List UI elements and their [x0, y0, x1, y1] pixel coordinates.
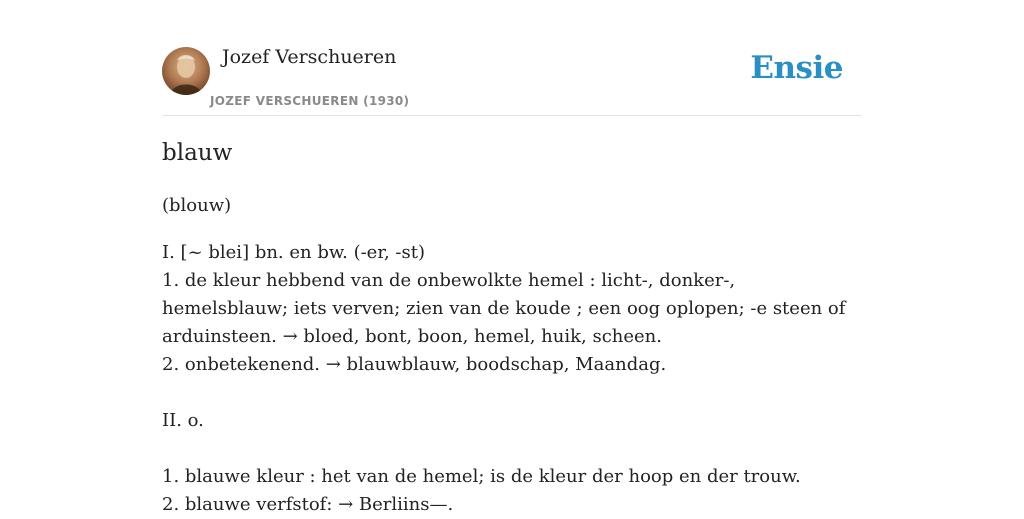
entry-line: 1. de kleur hebbend van de onbewolkte hemel : licht-, donker-, hemelsblauw; iets verven; zien van de koude ; een oog oplopen; -e steen of arduinsteen. → bloed, bont, boon, hemel, huik, scheen.	[162, 270, 846, 347]
header	[162, 0, 862, 116]
entry-line: 2. onbetekenend. → blauwblauw, boodschap, Maandag.	[162, 354, 667, 375]
spacer	[162, 435, 862, 463]
author-avatar[interactable]	[162, 47, 210, 95]
entry-pronunciation: (blouw)	[162, 195, 232, 216]
author-name[interactable]: Jozef Verschueren	[222, 46, 397, 68]
entry-line: 1. blauwe kleur : het van de hemel; is de kleur der hoop en der trouw.	[162, 466, 801, 487]
entry-line: II. o.	[162, 410, 204, 431]
ensie-logo[interactable]: Ensie	[750, 50, 843, 86]
page	[162, 0, 862, 515]
entry-line: 2. blauwe verfstof: → Berliins—.	[162, 494, 454, 515]
author-source: JOZEF VERSCHUEREN (1930)	[210, 94, 410, 108]
portrait-icon	[162, 47, 210, 95]
entry-line: I. [~ blei] bn. en bw. (-er, -st)	[162, 242, 425, 263]
entry-body	[162, 239, 862, 519]
entry-title: blauw	[162, 140, 233, 166]
spacer	[162, 379, 862, 407]
